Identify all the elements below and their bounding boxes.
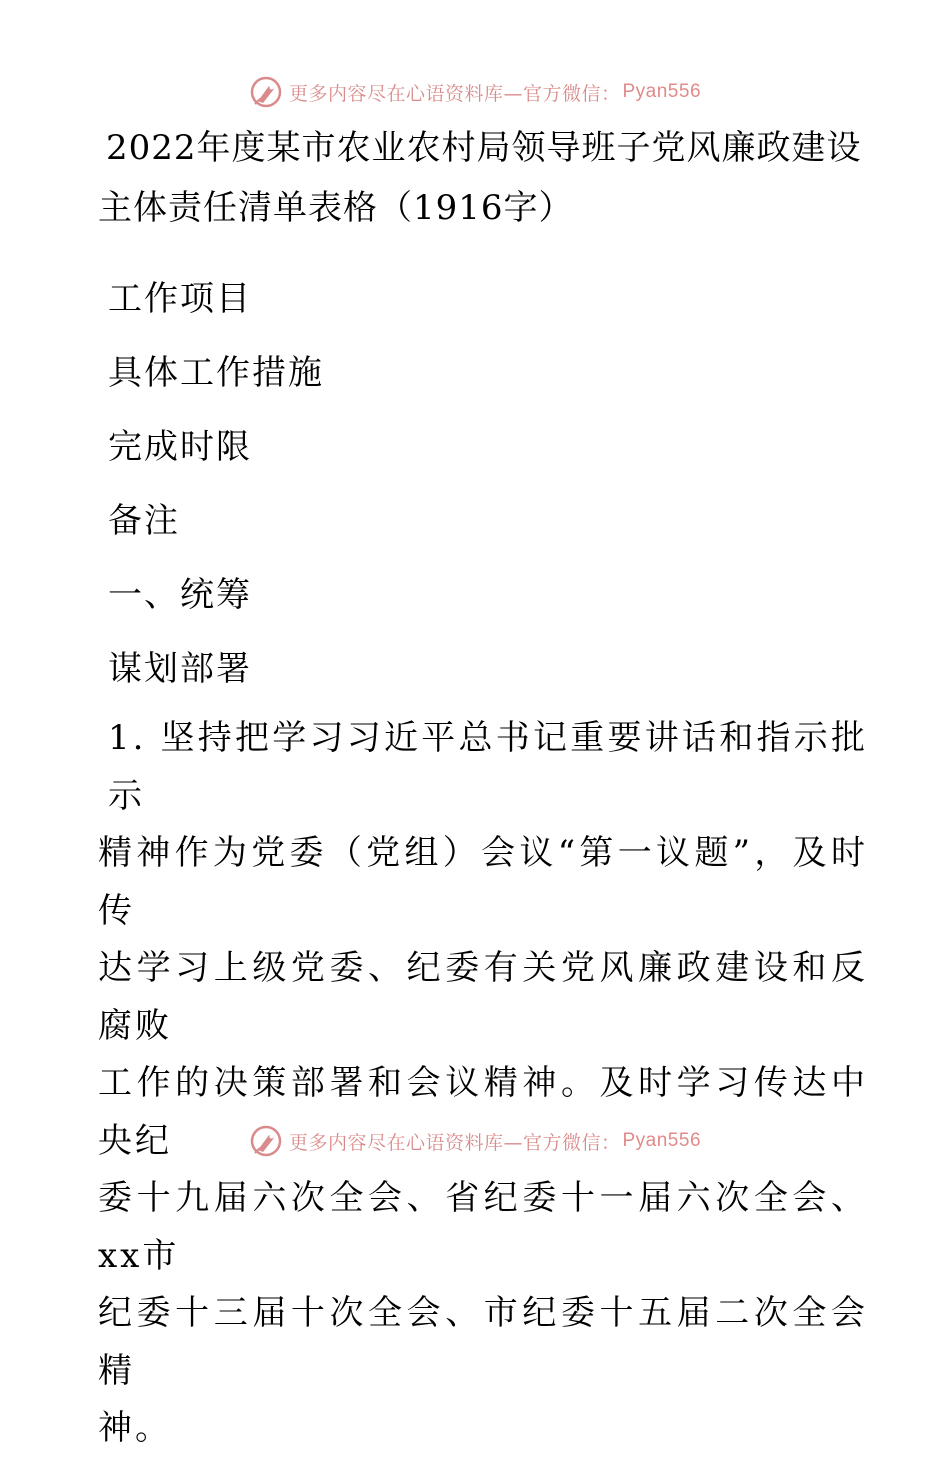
watermark-text: 更多内容尽在心语资料库—官方微信： — [288, 82, 621, 105]
title-line-1: 2022年度某市农业农村局领导班子党风廉政建设 — [106, 128, 862, 168]
watermark-text: 更多内容尽在心语资料库—官方微信： — [288, 1131, 621, 1154]
document-body — [98, 118, 868, 1458]
item-work-project: 工作项目 — [108, 279, 252, 319]
paragraph-line: 精神作为党委（党组）会议“第一议题”，及时传 — [98, 833, 868, 931]
paragraph-line: 达学习上级党委、纪委有关党风廉政建设和反腐败 — [98, 948, 868, 1046]
title-line-2: 主体责任清单表格（1916字） — [98, 188, 574, 228]
paragraph-line: 工作的决策部署和会议精神。及时学习传达中央纪 — [98, 1063, 868, 1161]
watermark-footer — [0, 1121, 950, 1161]
paragraph-line: 委十九届六次全会、省纪委十一届六次全会、xx市 — [98, 1178, 868, 1276]
item-planning: 谋划部署 — [108, 649, 252, 689]
item-remarks: 备注 — [108, 501, 180, 541]
watermark-header — [0, 72, 950, 112]
item-section-one: 一、统筹 — [108, 575, 252, 615]
document-title — [98, 118, 868, 238]
paragraph-line: 1. 坚持把学习习近平总书记重要讲话和指示批示 — [108, 718, 868, 816]
watermark-account: Pyan556 — [622, 81, 702, 102]
pen-nib-logo-icon — [249, 1124, 283, 1158]
paragraph-line: 纪委十三届十次全会、市纪委十五届二次全会精 — [98, 1293, 868, 1391]
paragraph-measure-1 — [98, 710, 868, 1458]
watermark-account: Pyan556 — [622, 1130, 702, 1151]
item-specific-measures: 具体工作措施 — [108, 353, 324, 393]
item-deadline: 完成时限 — [108, 427, 252, 467]
pen-nib-logo-icon — [249, 75, 283, 109]
paragraph-line: 神。 — [98, 1408, 172, 1448]
